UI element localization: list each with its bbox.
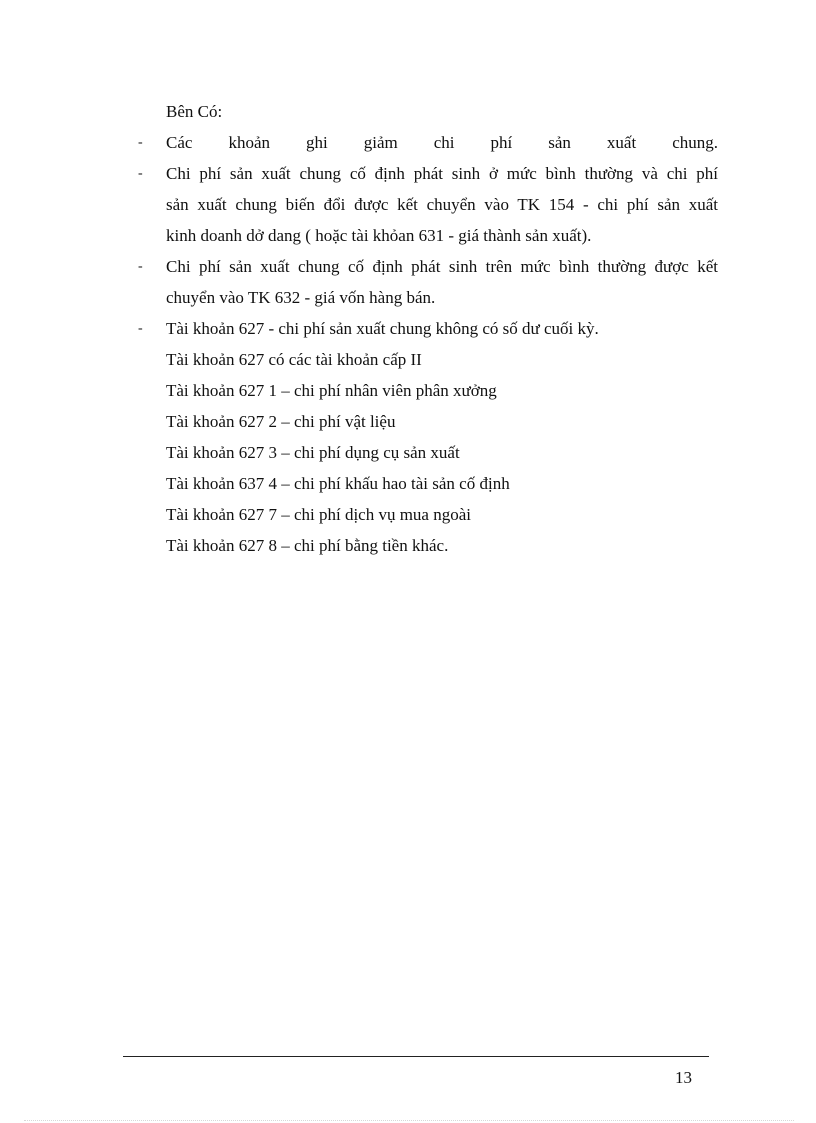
sub-account-line: Tài khoản 627 1 – chi phí nhân viên phân xưởng (166, 381, 497, 400)
sub-account-line: Tài khoản 627 8 – chi phí bằng tiền khác. (166, 536, 449, 555)
bullet-3-line-2: chuyển vào TK 632 - giá vốn hàng bán. (166, 288, 436, 307)
bullet-4-line-1: Tài khoản 627 - chi phí sản xuất chung không có số dư cuối kỳ. (166, 319, 599, 338)
sub-account-line: Tài khoản 627 7 – chi phí dịch vụ mua ngoài (166, 505, 471, 524)
bullet-2-line-1: Chi phí sản xuất chung cố định phát sinh ở mức bình thường và chi phí (166, 164, 718, 183)
bullet-dash-icon: - (138, 166, 143, 181)
section-heading: Bên Có: (166, 102, 223, 121)
bullet-item-3 (138, 251, 718, 313)
page-bottom-border (24, 1120, 794, 1121)
bullet-dash-icon: - (138, 135, 143, 150)
footer-divider (123, 1056, 709, 1057)
bullet-3-line-1: Chi phí sản xuất chung cố định phát sinh trên mức bình thường được kết (166, 257, 718, 276)
bullet-dash-icon: - (138, 259, 143, 274)
sub-accounts-intro: Tài khoản 627 có các tài khoản cấp II (166, 350, 422, 369)
bullet-2-line-3: kinh doanh dở dang ( hoặc tài khỏan 631 - giá thành sản xuất). (166, 226, 592, 245)
sub-account-line: Tài khoản 637 4 – chi phí khấu hao tài sản cố định (166, 474, 510, 493)
bullet-1-line-1: Các khoản ghi giảm chi phí sản xuất chung. (166, 133, 718, 152)
bullet-item-4 (138, 313, 718, 344)
sub-account-line: Tài khoản 627 2 – chi phí vật liệu (166, 412, 396, 431)
bullet-item-1 (138, 127, 718, 158)
bullet-dash-icon: - (138, 321, 143, 336)
bullet-2-line-2: sản xuất chung biến đổi được kết chuyển vào TK 154 - chi phí sản xuất (166, 195, 718, 214)
bullet-item-2 (138, 158, 718, 251)
page-body (138, 96, 718, 561)
page-number: 13 (675, 1068, 692, 1087)
sub-account-line: Tài khoản 627 3 – chi phí dụng cụ sản xuất (166, 443, 460, 462)
